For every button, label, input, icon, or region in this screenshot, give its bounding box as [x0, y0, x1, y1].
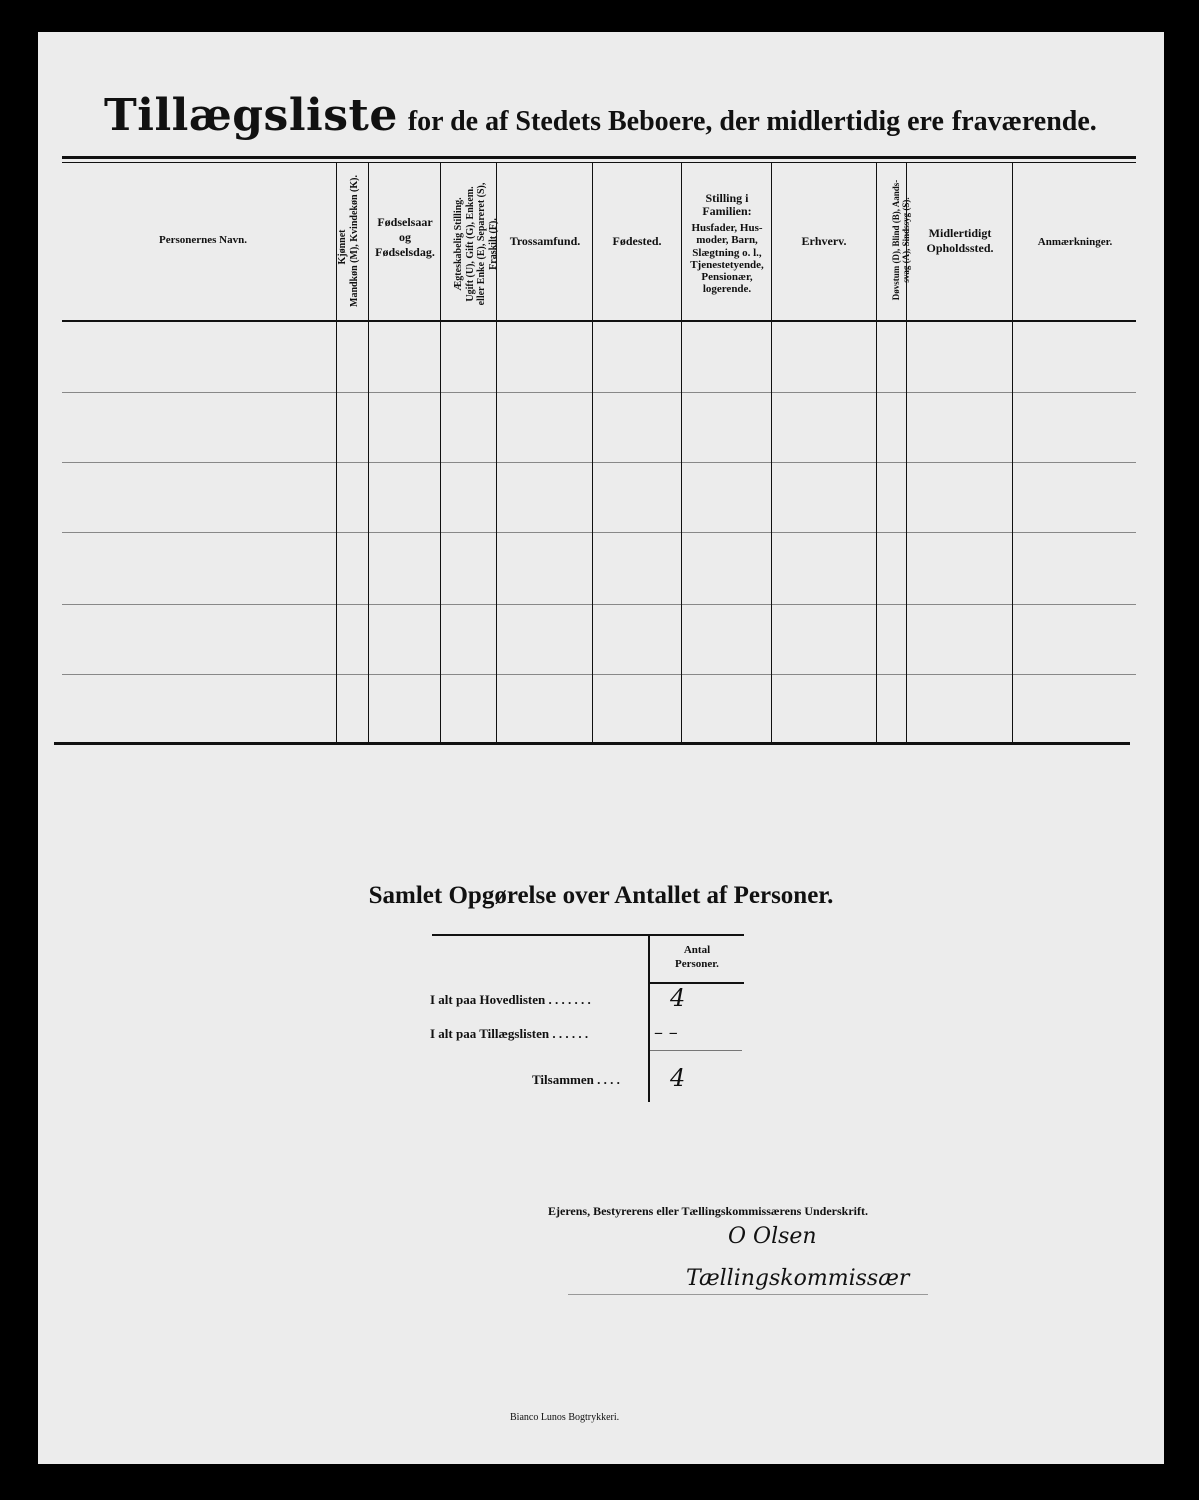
header-gender: Kjønnet Mandkøn (M), Kvindekøn (K). — [337, 175, 360, 307]
header-temp-residence: Midlertidigt Opholdssted. — [926, 226, 994, 255]
title-subtitle: for de af Stedets Beboere, der midlertidig ere — [407, 106, 944, 137]
sheet-title — [104, 90, 1164, 150]
summary-row-value: – – — [654, 1022, 678, 1043]
header-remarks: Anmærkninger. — [1037, 236, 1113, 248]
row-line — [62, 604, 1136, 605]
row-line — [62, 462, 1136, 463]
header-rule — [62, 320, 1136, 322]
column-line — [368, 163, 369, 745]
signature-label: Ejerens, Bestyrerens eller Tællingskommissærens Underskrift. — [548, 1204, 868, 1218]
top-rule-thin — [62, 162, 1136, 163]
summary-head-rule — [650, 982, 744, 984]
column-line — [681, 163, 682, 745]
summary-title: Samlet Opgørelse over Antallet af Personer. — [368, 882, 834, 909]
summary-col-header: Antal Personer. — [675, 944, 719, 970]
summary-row-value: 4 — [670, 1064, 686, 1092]
summary-row-label: I alt paa Tillægslisten . . . . . . — [430, 1026, 589, 1041]
row-line — [62, 532, 1136, 533]
header-birthplace: Fødested. — [612, 234, 662, 248]
header-marital: Ægteskabelig Stilling. Ugift (U), Gift (G), Enkem. eller Enke (E), Separeret (S), Fraskilt (F). — [453, 182, 499, 306]
printer-imprint: Bianco Lunos Bogtrykkeri. — [510, 1412, 620, 1423]
column-line — [876, 163, 877, 745]
title-main: Tillægsliste — [104, 90, 398, 141]
header-family: Stilling i Familien: Husfader, Hus- moder, Barn, Slægtning o. l., Tjenestetyende, Pensionær, logerende. — [690, 191, 764, 295]
signature-role: Tællingskommissær — [686, 1266, 910, 1291]
summary-total-rule — [650, 1050, 742, 1051]
title-emphasis: fraværende. — [951, 106, 1097, 137]
column-line — [771, 163, 772, 745]
row-line — [62, 674, 1136, 675]
header-name: Personernes Navn. — [159, 234, 247, 246]
top-rule — [62, 156, 1136, 159]
summary-top-rule — [432, 934, 744, 936]
summary-col-line — [648, 936, 650, 1102]
signature-name: O Olsen — [728, 1224, 817, 1249]
row-line — [62, 392, 1136, 393]
column-line — [592, 163, 593, 745]
header-disability: Døvstum (D), Blind (B), Aands- svag (A), Sindssyg (S). — [891, 179, 912, 301]
summary-row-value: 4 — [670, 984, 686, 1012]
census-sheet — [38, 32, 1164, 1464]
header-faith: Trossamfund. — [509, 234, 581, 248]
summary-row-label: I alt paa Hovedlisten . . . . . . . — [430, 992, 591, 1007]
header-occupation: Erhverv. — [801, 234, 847, 248]
column-line — [440, 163, 441, 745]
column-line — [1012, 163, 1013, 745]
header-birth: Fødselsaar og Fødselsdag. — [375, 215, 435, 259]
summary-row-label: Tilsammen . . . . — [532, 1072, 620, 1087]
signature-line — [568, 1294, 928, 1295]
